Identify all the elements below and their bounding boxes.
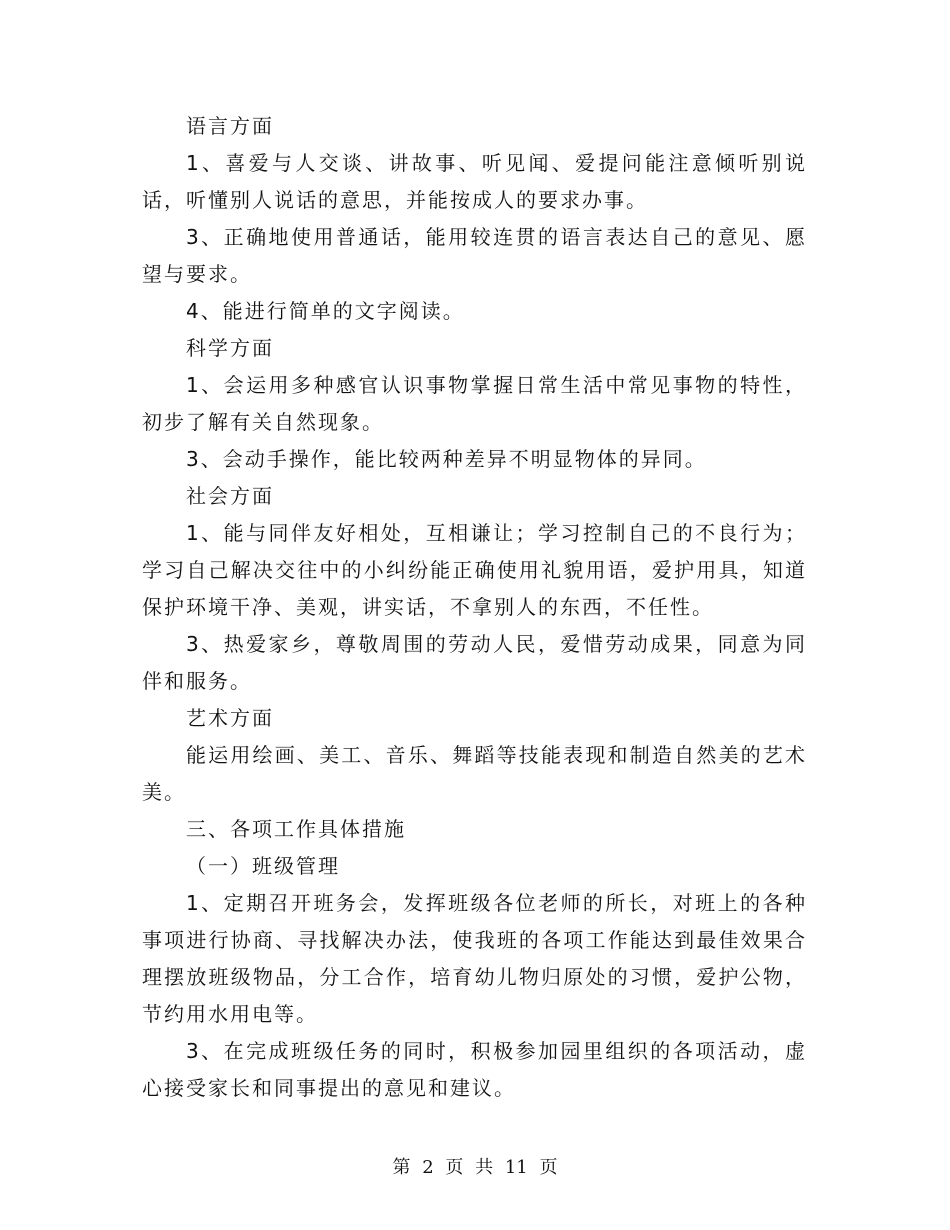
paragraph-language-1: 1、喜爱与人交谈、讲故事、听见闻、爱提问能注意倾听别说话，听懂别人说话的意思，并能按成人的要求办事。	[142, 151, 807, 212]
paragraph-society-3: 3、热爱家乡，尊敬周围的劳动人民，爱惜劳动成果，同意为同伴和服务。	[142, 632, 807, 693]
subheading-class-management: （一）班级管理	[186, 854, 340, 878]
heading-language: 语言方面	[186, 114, 274, 138]
page-number-footer: 第 2 页 共 11 页	[392, 1157, 558, 1178]
heading-science: 科学方面	[186, 336, 274, 360]
heading-art: 艺术方面	[186, 706, 274, 730]
heading-society: 社会方面	[186, 484, 274, 508]
heading-measures: 三、各项工作具体措施	[186, 817, 406, 841]
paragraph-language-3: 3、正确地使用普通话，能用较连贯的语言表达自己的意见、愿望与要求。	[142, 225, 807, 286]
paragraph-science-1: 1、会运用多种感官认识事物掌握日常生活中常见事物的特性，初步了解有关自然现象。	[142, 373, 807, 434]
document-body	[142, 108, 807, 1107]
paragraph-language-4: 4、能进行简单的文字阅读。	[186, 299, 465, 323]
paragraph-management-3: 3、在完成班级任务的同时，积极参加园里组织的各项活动，虚心接受家长和同事提出的意见和建议。	[142, 1039, 807, 1100]
paragraph-management-1: 1、定期召开班务会，发挥班级各位老师的所长，对班上的各种事项进行协商、寻找解决办法，使我班的各项工作能达到最佳效果合理摆放班级物品，分工合作，培育幼儿物归原处的习惯，爱护公物，节约用水用电等。	[142, 891, 807, 1026]
paragraph-art: 能运用绘画、美工、音乐、舞蹈等技能表现和制造自然美的艺术美。	[142, 743, 807, 804]
paragraph-society-1: 1、能与同伴友好相处，互相谦让；学习控制自己的不良行为；学习自己解决交往中的小纠纷能正确使用礼貌用语，爱护用具，知道保护环境干净、美观，讲实话，不拿别人的东西，不任性。	[142, 521, 807, 619]
paragraph-science-3: 3、会动手操作，能比较两种差异不明显物体的异同。	[186, 447, 707, 471]
